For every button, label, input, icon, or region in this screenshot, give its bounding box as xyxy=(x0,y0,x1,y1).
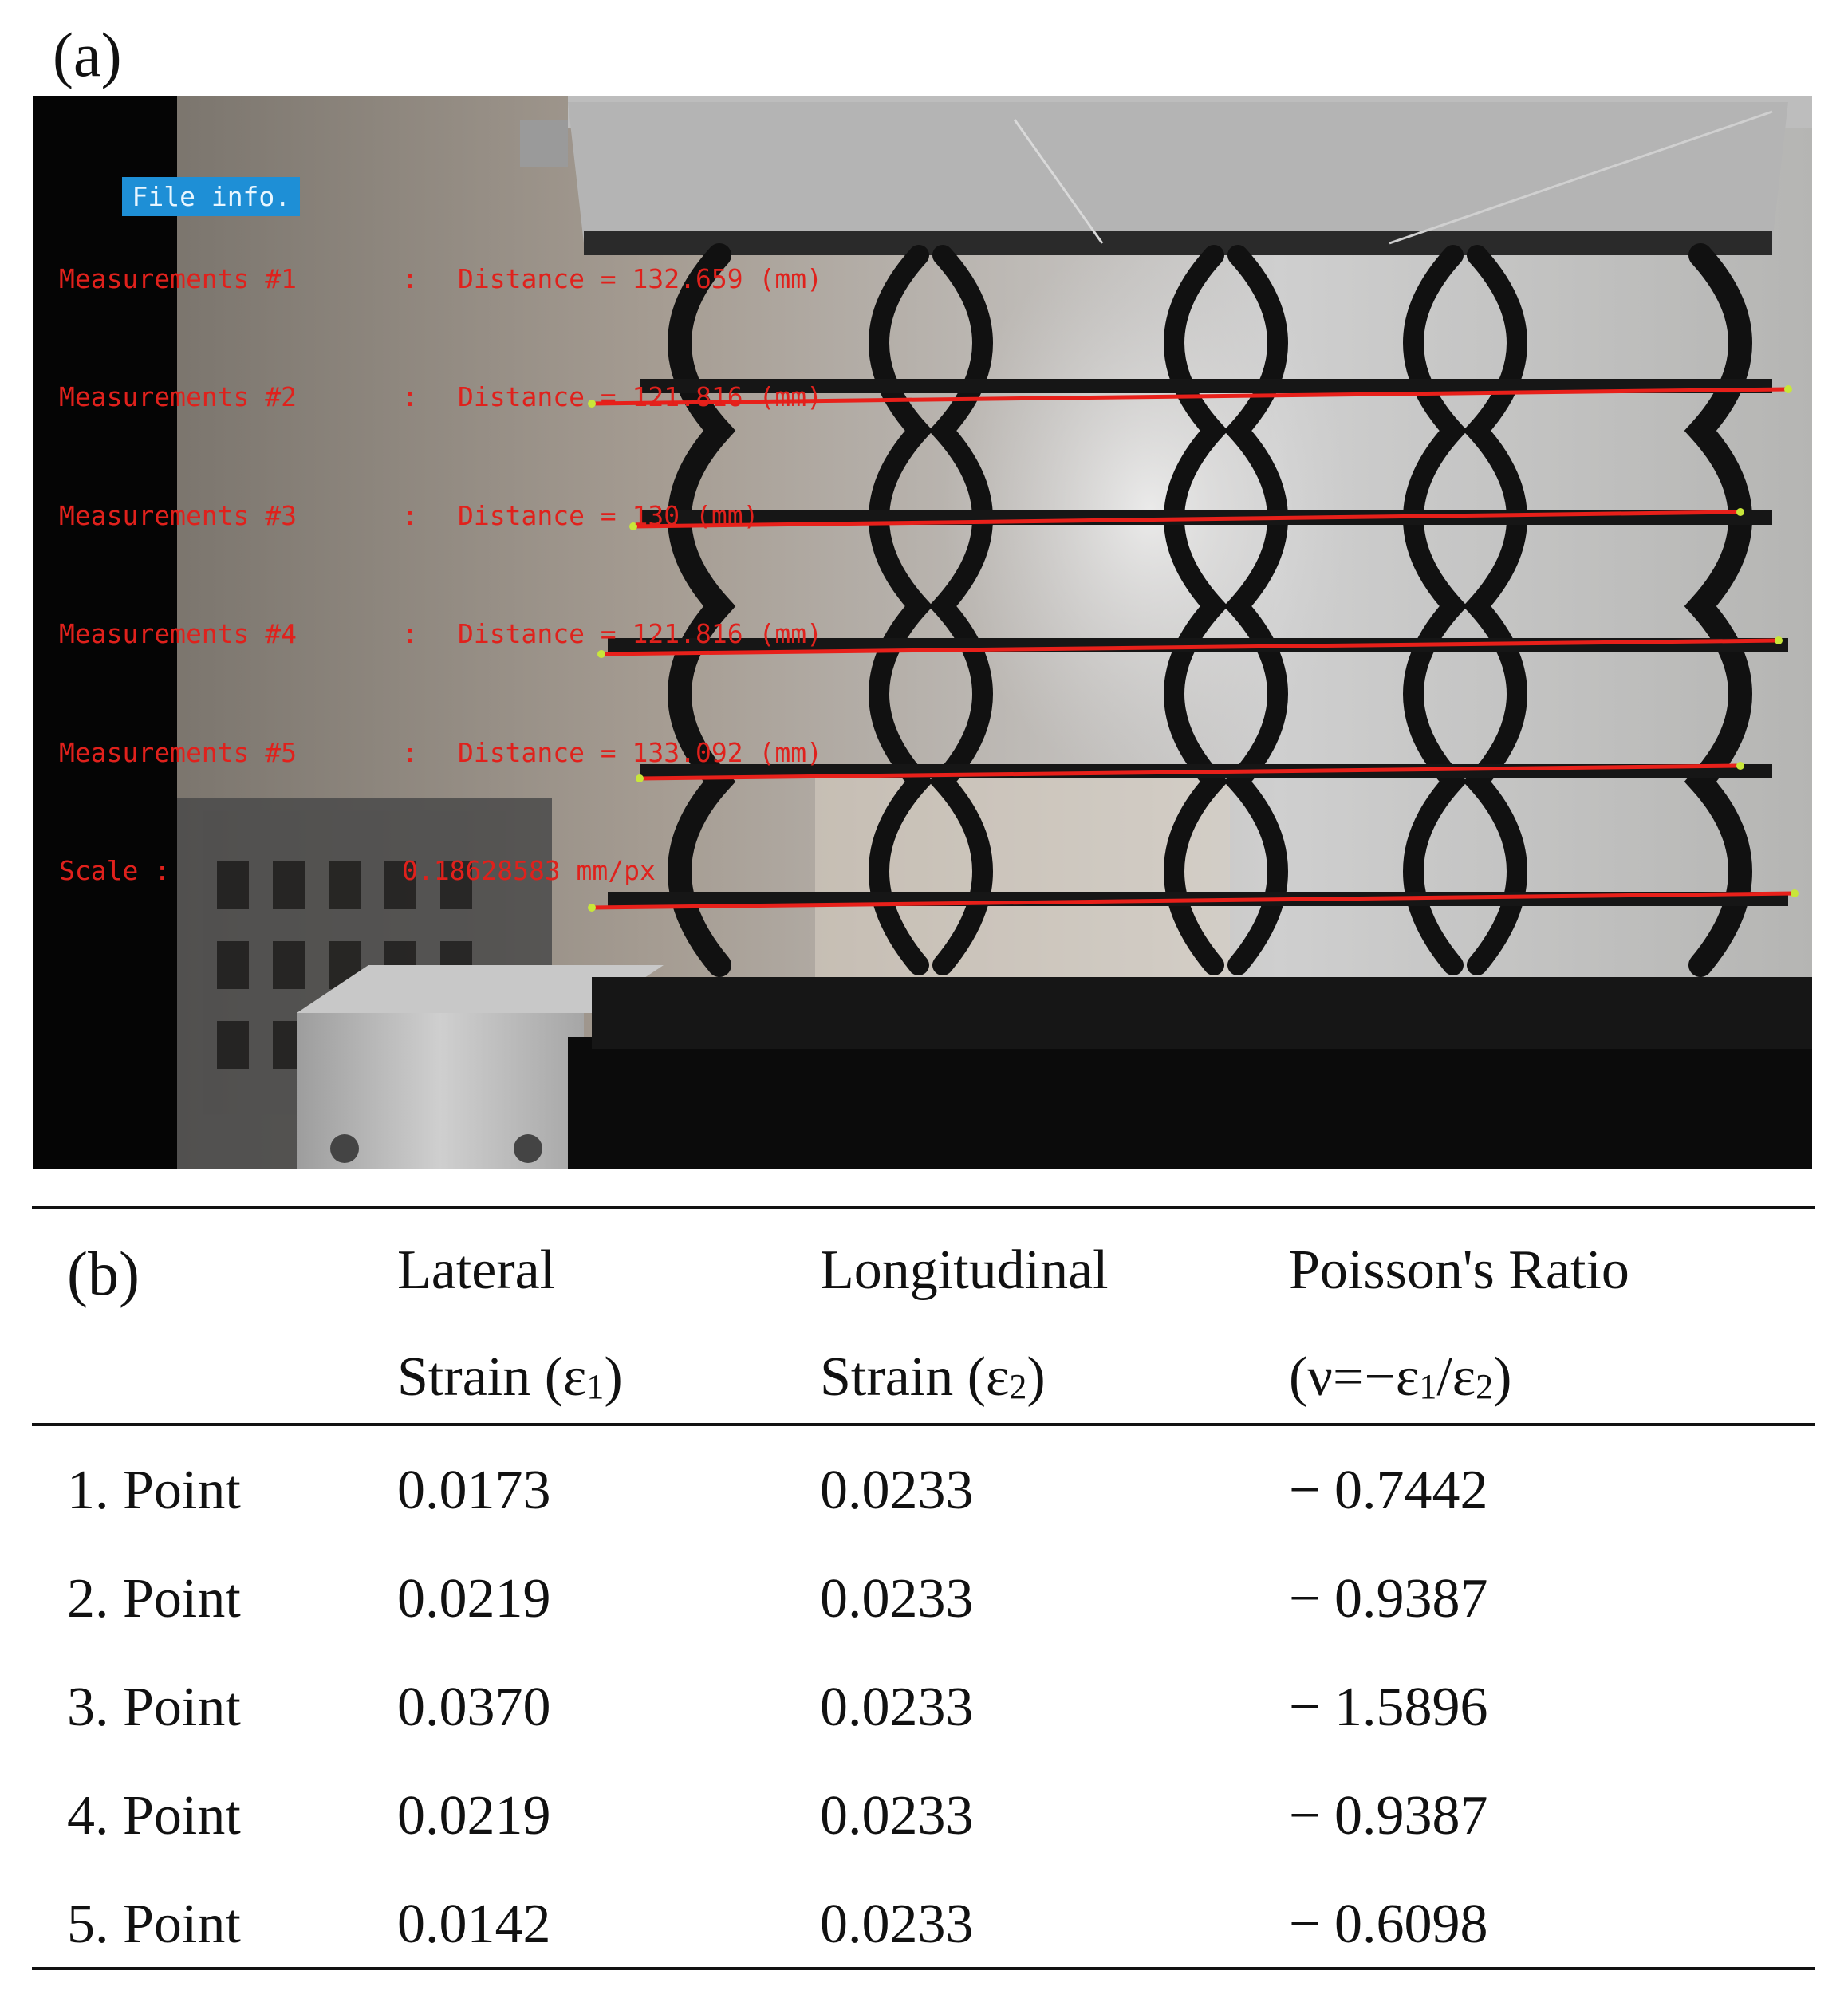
row-2-longitudinal: 0.0233 xyxy=(820,1568,974,1630)
row-1-lateral: 0.0173 xyxy=(397,1460,551,1521)
header-poisson-line1: Poisson's Ratio xyxy=(1289,1239,1629,1301)
panel-b-label: (b) xyxy=(67,1239,140,1308)
row-5-lateral: 0.0142 xyxy=(397,1894,551,1955)
measurement-row: Measurements #4 : Distance = 121.816 (mm) xyxy=(59,618,822,649)
measurement-row: Measurements #5 : Distance = 133.092 (mm) xyxy=(59,736,822,768)
row-3-point: 3. Point xyxy=(67,1677,241,1738)
scale-row xyxy=(59,851,822,891)
measurement-row: Measurements #1 : Distance = 132.659 (mm) xyxy=(59,262,822,294)
row-4-lateral: 0.0219 xyxy=(397,1785,551,1846)
row-4-longitudinal: 0.0233 xyxy=(820,1785,974,1846)
row-2-poisson: − 0.9387 xyxy=(1289,1568,1488,1630)
table-header-rule xyxy=(32,1423,1815,1426)
table-top-rule xyxy=(32,1206,1815,1209)
row-5-longitudinal: 0.0233 xyxy=(820,1894,974,1955)
specimen-photo xyxy=(33,96,1812,1169)
header-longitudinal-line2: Strain $(\varepsilon_2)$ xyxy=(820,1346,1046,1408)
row-4-point: 4. Point xyxy=(67,1785,241,1846)
header-longitudinal-line1: Longitudinal xyxy=(820,1239,1109,1301)
row-5-poisson: − 0.6098 xyxy=(1289,1894,1488,1955)
scale-label: Scale : xyxy=(59,855,171,886)
row-3-longitudinal: 0.0233 xyxy=(820,1677,974,1738)
row-1-poisson: − 0.7442 xyxy=(1289,1460,1488,1521)
table-bottom-rule xyxy=(32,1967,1815,1970)
row-1-point: 1. Point xyxy=(67,1460,241,1521)
row-4-poisson: − 0.9387 xyxy=(1289,1785,1488,1846)
measurement-overlay xyxy=(59,137,822,970)
row-2-lateral: 0.0219 xyxy=(397,1568,551,1630)
row-1-longitudinal: 0.0233 xyxy=(820,1460,974,1521)
header-poisson-line2: $(\nu=-\varepsilon_1/\varepsilon_2)$ xyxy=(1289,1346,1512,1408)
row-2-point: 2. Point xyxy=(67,1568,241,1630)
panel-a-label: (a) xyxy=(53,20,122,89)
header-lateral-line1: Lateral xyxy=(397,1239,556,1301)
file-info-label: File info. xyxy=(122,177,300,217)
row-3-lateral: 0.0370 xyxy=(397,1677,551,1738)
row-3-poisson: − 1.5896 xyxy=(1289,1677,1488,1738)
header-lateral-line2: Strain $(\varepsilon_1)$ xyxy=(397,1346,623,1408)
measurement-row: Measurements #2 : Distance = 121.816 (mm) xyxy=(59,381,822,412)
scale-value: 0.18628583 mm/px xyxy=(402,855,656,886)
row-5-point: 5. Point xyxy=(67,1894,241,1955)
measurement-row: Measurements #3 : Distance = 130 (mm) xyxy=(59,499,759,531)
